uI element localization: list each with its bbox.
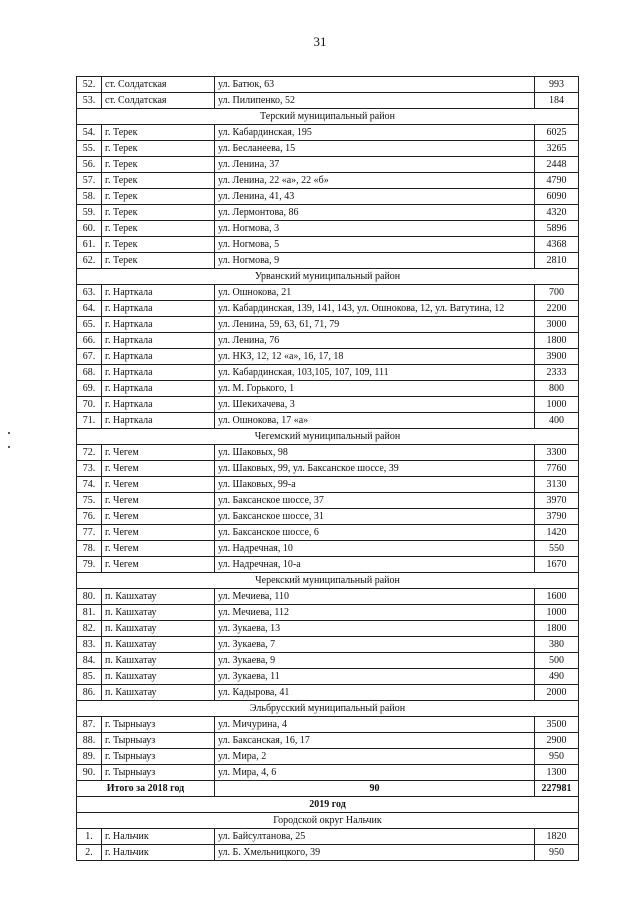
address-cell: ул. Кабардинская, 103,105, 107, 109, 111 bbox=[215, 365, 535, 381]
address-cell: ул. Ленина, 76 bbox=[215, 333, 535, 349]
table-row bbox=[77, 365, 579, 381]
row-number: 56. bbox=[77, 157, 102, 173]
value-cell: 7760 bbox=[535, 461, 579, 477]
value-cell: 184 bbox=[535, 93, 579, 109]
locality-cell: г. Терек bbox=[102, 205, 215, 221]
locality-cell: ст. Солдатская bbox=[102, 77, 215, 93]
value-cell: 5896 bbox=[535, 221, 579, 237]
row-number: 52. bbox=[77, 77, 102, 93]
address-cell: ул. Шаковых, 99-а bbox=[215, 477, 535, 493]
value-cell: 800 bbox=[535, 381, 579, 397]
table-row bbox=[77, 413, 579, 429]
table-row bbox=[77, 397, 579, 413]
locality-cell: г. Чегем bbox=[102, 509, 215, 525]
address-cell: ул. Надречная, 10-а bbox=[215, 557, 535, 573]
address-cell: ул. Мичурина, 4 bbox=[215, 717, 535, 733]
table-row bbox=[77, 621, 579, 637]
address-cell: ул. НКЗ, 12, 12 «а», 16, 17, 18 bbox=[215, 349, 535, 365]
row-number: 89. bbox=[77, 749, 102, 765]
total-value: 227981 bbox=[535, 781, 579, 797]
table-row bbox=[77, 285, 579, 301]
locality-cell: п. Кашхатау bbox=[102, 589, 215, 605]
locality-cell: ст. Солдатская bbox=[102, 93, 215, 109]
row-number: 55. bbox=[77, 141, 102, 157]
row-number: 60. bbox=[77, 221, 102, 237]
locality-cell: г. Терек bbox=[102, 125, 215, 141]
district-header-row bbox=[77, 269, 579, 285]
table-row bbox=[77, 653, 579, 669]
row-number: 58. bbox=[77, 189, 102, 205]
locality-cell: г. Нарткала bbox=[102, 301, 215, 317]
row-number: 62. bbox=[77, 253, 102, 269]
table-row bbox=[77, 589, 579, 605]
district-header-row bbox=[77, 429, 579, 445]
table-row bbox=[77, 221, 579, 237]
locality-cell: г. Терек bbox=[102, 173, 215, 189]
housing-registry-table bbox=[76, 76, 579, 861]
address-cell: ул. Шаковых, 99, ул. Баксанское шоссе, 39 bbox=[215, 461, 535, 477]
value-cell: 2333 bbox=[535, 365, 579, 381]
locality-cell: п. Кашхатау bbox=[102, 685, 215, 701]
district-name: Городской округ Нальчик bbox=[77, 813, 579, 829]
address-cell: ул. Ленина, 37 bbox=[215, 157, 535, 173]
address-cell: ул. Ошнокова, 17 «а» bbox=[215, 413, 535, 429]
table-row bbox=[77, 509, 579, 525]
district-header-row bbox=[77, 109, 579, 125]
value-cell: 550 bbox=[535, 541, 579, 557]
row-number: 53. bbox=[77, 93, 102, 109]
locality-cell: п. Кашхатау bbox=[102, 605, 215, 621]
row-number: 2. bbox=[77, 845, 102, 861]
row-number: 84. bbox=[77, 653, 102, 669]
value-cell: 1670 bbox=[535, 557, 579, 573]
row-number: 81. bbox=[77, 605, 102, 621]
address-cell: ул. Мира, 2 bbox=[215, 749, 535, 765]
value-cell: 4368 bbox=[535, 237, 579, 253]
table-row bbox=[77, 669, 579, 685]
table-row bbox=[77, 845, 579, 861]
table-row bbox=[77, 157, 579, 173]
table-row bbox=[77, 717, 579, 733]
row-number: 68. bbox=[77, 365, 102, 381]
table-row bbox=[77, 333, 579, 349]
address-cell: ул. Ленина, 41, 43 bbox=[215, 189, 535, 205]
address-cell: ул. Бесланеева, 15 bbox=[215, 141, 535, 157]
value-cell: 2900 bbox=[535, 733, 579, 749]
locality-cell: г. Нальчик bbox=[102, 845, 215, 861]
table-row bbox=[77, 141, 579, 157]
row-number: 72. bbox=[77, 445, 102, 461]
value-cell: 3000 bbox=[535, 317, 579, 333]
row-number: 69. bbox=[77, 381, 102, 397]
table-row bbox=[77, 557, 579, 573]
value-cell: 500 bbox=[535, 653, 579, 669]
value-cell: 1800 bbox=[535, 333, 579, 349]
table-row bbox=[77, 605, 579, 621]
year-label: 2019 год bbox=[77, 797, 579, 813]
address-cell: ул. Ленина, 22 «а», 22 «б» bbox=[215, 173, 535, 189]
value-cell: 2000 bbox=[535, 685, 579, 701]
year-header-row bbox=[77, 797, 579, 813]
row-number: 87. bbox=[77, 717, 102, 733]
address-cell: ул. Баксанское шоссе, 6 bbox=[215, 525, 535, 541]
table-row bbox=[77, 765, 579, 781]
district-name: Чегемский муниципальный район bbox=[77, 429, 579, 445]
table-row bbox=[77, 173, 579, 189]
table-row bbox=[77, 637, 579, 653]
table-body bbox=[77, 77, 579, 861]
locality-cell: г. Терек bbox=[102, 157, 215, 173]
value-cell: 3300 bbox=[535, 445, 579, 461]
locality-cell: г. Чегем bbox=[102, 525, 215, 541]
row-number: 78. bbox=[77, 541, 102, 557]
table-row bbox=[77, 381, 579, 397]
locality-cell: г. Чегем bbox=[102, 477, 215, 493]
value-cell: 2810 bbox=[535, 253, 579, 269]
locality-cell: г. Нарткала bbox=[102, 413, 215, 429]
address-cell: ул. Пилипенко, 52 bbox=[215, 93, 535, 109]
table-row bbox=[77, 829, 579, 845]
value-cell: 1300 bbox=[535, 765, 579, 781]
value-cell: 1820 bbox=[535, 829, 579, 845]
scan-artifact bbox=[8, 446, 10, 448]
address-cell: ул. Зукаева, 11 bbox=[215, 669, 535, 685]
address-cell: ул. Шекихачева, 3 bbox=[215, 397, 535, 413]
row-number: 79. bbox=[77, 557, 102, 573]
row-number: 83. bbox=[77, 637, 102, 653]
address-cell: ул. Байсултанова, 25 bbox=[215, 829, 535, 845]
table-row bbox=[77, 493, 579, 509]
row-number: 77. bbox=[77, 525, 102, 541]
value-cell: 4320 bbox=[535, 205, 579, 221]
value-cell: 3790 bbox=[535, 509, 579, 525]
table-row bbox=[77, 125, 579, 141]
locality-cell: г. Нарткала bbox=[102, 317, 215, 333]
table-row bbox=[77, 93, 579, 109]
locality-cell: г. Чегем bbox=[102, 493, 215, 509]
table-row bbox=[77, 253, 579, 269]
locality-cell: г. Чегем bbox=[102, 445, 215, 461]
locality-cell: г. Терек bbox=[102, 237, 215, 253]
value-cell: 993 bbox=[535, 77, 579, 93]
table-row bbox=[77, 445, 579, 461]
district-name: Эльбрусский муниципальный район bbox=[77, 701, 579, 717]
value-cell: 4790 bbox=[535, 173, 579, 189]
value-cell: 3970 bbox=[535, 493, 579, 509]
address-cell: ул. М. Горького, 1 bbox=[215, 381, 535, 397]
table-row bbox=[77, 317, 579, 333]
address-cell: ул. Зукаева, 7 bbox=[215, 637, 535, 653]
address-cell: ул. Надречная, 10 bbox=[215, 541, 535, 557]
locality-cell: г. Чегем bbox=[102, 541, 215, 557]
value-cell: 2200 bbox=[535, 301, 579, 317]
locality-cell: г. Нарткала bbox=[102, 349, 215, 365]
table-row bbox=[77, 541, 579, 557]
address-cell: ул. Ногмова, 9 bbox=[215, 253, 535, 269]
address-cell: ул. Лермонтова, 86 bbox=[215, 205, 535, 221]
locality-cell: г. Тырныауз bbox=[102, 765, 215, 781]
address-cell: ул. Б. Хмельницкого, 39 bbox=[215, 845, 535, 861]
address-cell: ул. Кабардинская, 139, 141, 143, ул. Ошнокова, 12, ул. Ватутина, 12 bbox=[215, 301, 535, 317]
table-row bbox=[77, 477, 579, 493]
district-header-row bbox=[77, 701, 579, 717]
row-number: 73. bbox=[77, 461, 102, 477]
row-number: 66. bbox=[77, 333, 102, 349]
locality-cell: г. Нарткала bbox=[102, 365, 215, 381]
locality-cell: г. Тырныауз bbox=[102, 717, 215, 733]
district-header-row bbox=[77, 813, 579, 829]
locality-cell: г. Терек bbox=[102, 189, 215, 205]
locality-cell: г. Чегем bbox=[102, 557, 215, 573]
table-row bbox=[77, 461, 579, 477]
row-number: 71. bbox=[77, 413, 102, 429]
address-cell: ул. Кабардинская, 195 bbox=[215, 125, 535, 141]
address-cell: ул. Мечиева, 110 bbox=[215, 589, 535, 605]
locality-cell: п. Кашхатау bbox=[102, 621, 215, 637]
value-cell: 400 bbox=[535, 413, 579, 429]
row-number: 76. bbox=[77, 509, 102, 525]
locality-cell: г. Тырныауз bbox=[102, 733, 215, 749]
address-cell: ул. Мечиева, 112 bbox=[215, 605, 535, 621]
address-cell: ул. Зукаева, 9 bbox=[215, 653, 535, 669]
locality-cell: г. Терек bbox=[102, 141, 215, 157]
row-number: 59. bbox=[77, 205, 102, 221]
row-number: 57. bbox=[77, 173, 102, 189]
locality-cell: п. Кашхатау bbox=[102, 637, 215, 653]
value-cell: 6025 bbox=[535, 125, 579, 141]
row-number: 63. bbox=[77, 285, 102, 301]
value-cell: 2448 bbox=[535, 157, 579, 173]
table-row bbox=[77, 685, 579, 701]
district-name: Терский муниципальный район bbox=[77, 109, 579, 125]
scan-artifact bbox=[8, 432, 10, 434]
table-row bbox=[77, 349, 579, 365]
table-row bbox=[77, 525, 579, 541]
locality-cell: г. Терек bbox=[102, 221, 215, 237]
row-number: 67. bbox=[77, 349, 102, 365]
address-cell: ул. Кадырова, 41 bbox=[215, 685, 535, 701]
address-cell: ул. Ошнокова, 21 bbox=[215, 285, 535, 301]
address-cell: ул. Ленина, 59, 63, 61, 71, 79 bbox=[215, 317, 535, 333]
address-cell: ул. Мира, 4, 6 bbox=[215, 765, 535, 781]
row-number: 80. bbox=[77, 589, 102, 605]
value-cell: 380 bbox=[535, 637, 579, 653]
address-cell: ул. Ногмова, 3 bbox=[215, 221, 535, 237]
value-cell: 1600 bbox=[535, 589, 579, 605]
table-row bbox=[77, 205, 579, 221]
district-name: Черекский муниципальный район bbox=[77, 573, 579, 589]
page-number: 31 bbox=[313, 34, 327, 49]
row-number: 85. bbox=[77, 669, 102, 685]
total-count: 90 bbox=[215, 781, 535, 797]
locality-cell: г. Терек bbox=[102, 253, 215, 269]
row-number: 82. bbox=[77, 621, 102, 637]
table-row bbox=[77, 733, 579, 749]
locality-cell: п. Кашхатау bbox=[102, 653, 215, 669]
address-cell: ул. Баксанское шоссе, 37 bbox=[215, 493, 535, 509]
table-row bbox=[77, 749, 579, 765]
value-cell: 1000 bbox=[535, 397, 579, 413]
district-name: Урванский муниципальный район bbox=[77, 269, 579, 285]
value-cell: 950 bbox=[535, 749, 579, 765]
locality-cell: г. Нальчик bbox=[102, 829, 215, 845]
total-row bbox=[77, 781, 579, 797]
row-number: 90. bbox=[77, 765, 102, 781]
row-number: 54. bbox=[77, 125, 102, 141]
value-cell: 3900 bbox=[535, 349, 579, 365]
row-number: 86. bbox=[77, 685, 102, 701]
row-number: 88. bbox=[77, 733, 102, 749]
address-cell: ул. Батюк, 63 bbox=[215, 77, 535, 93]
table-row bbox=[77, 237, 579, 253]
table-row bbox=[77, 77, 579, 93]
value-cell: 1420 bbox=[535, 525, 579, 541]
district-header-row bbox=[77, 573, 579, 589]
value-cell: 3500 bbox=[535, 717, 579, 733]
locality-cell: г. Нарткала bbox=[102, 397, 215, 413]
table-row bbox=[77, 189, 579, 205]
row-number: 61. bbox=[77, 237, 102, 253]
address-cell: ул. Шаковых, 98 bbox=[215, 445, 535, 461]
locality-cell: г. Тырныауз bbox=[102, 749, 215, 765]
locality-cell: г. Нарткала bbox=[102, 285, 215, 301]
address-cell: ул. Баксанская, 16, 17 bbox=[215, 733, 535, 749]
row-number: 75. bbox=[77, 493, 102, 509]
locality-cell: п. Кашхатау bbox=[102, 669, 215, 685]
locality-cell: г. Нарткала bbox=[102, 333, 215, 349]
value-cell: 1800 bbox=[535, 621, 579, 637]
row-number: 1. bbox=[77, 829, 102, 845]
locality-cell: г. Нарткала bbox=[102, 381, 215, 397]
value-cell: 950 bbox=[535, 845, 579, 861]
total-label: Итого за 2018 год bbox=[77, 781, 215, 797]
value-cell: 6090 bbox=[535, 189, 579, 205]
row-number: 65. bbox=[77, 317, 102, 333]
row-number: 70. bbox=[77, 397, 102, 413]
row-number: 74. bbox=[77, 477, 102, 493]
address-cell: ул. Зукаева, 13 bbox=[215, 621, 535, 637]
value-cell: 3130 bbox=[535, 477, 579, 493]
address-cell: ул. Баксанское шоссе, 31 bbox=[215, 509, 535, 525]
table-row bbox=[77, 301, 579, 317]
value-cell: 3265 bbox=[535, 141, 579, 157]
address-cell: ул. Ногмова, 5 bbox=[215, 237, 535, 253]
value-cell: 490 bbox=[535, 669, 579, 685]
locality-cell: г. Чегем bbox=[102, 461, 215, 477]
row-number: 64. bbox=[77, 301, 102, 317]
value-cell: 700 bbox=[535, 285, 579, 301]
value-cell: 1000 bbox=[535, 605, 579, 621]
